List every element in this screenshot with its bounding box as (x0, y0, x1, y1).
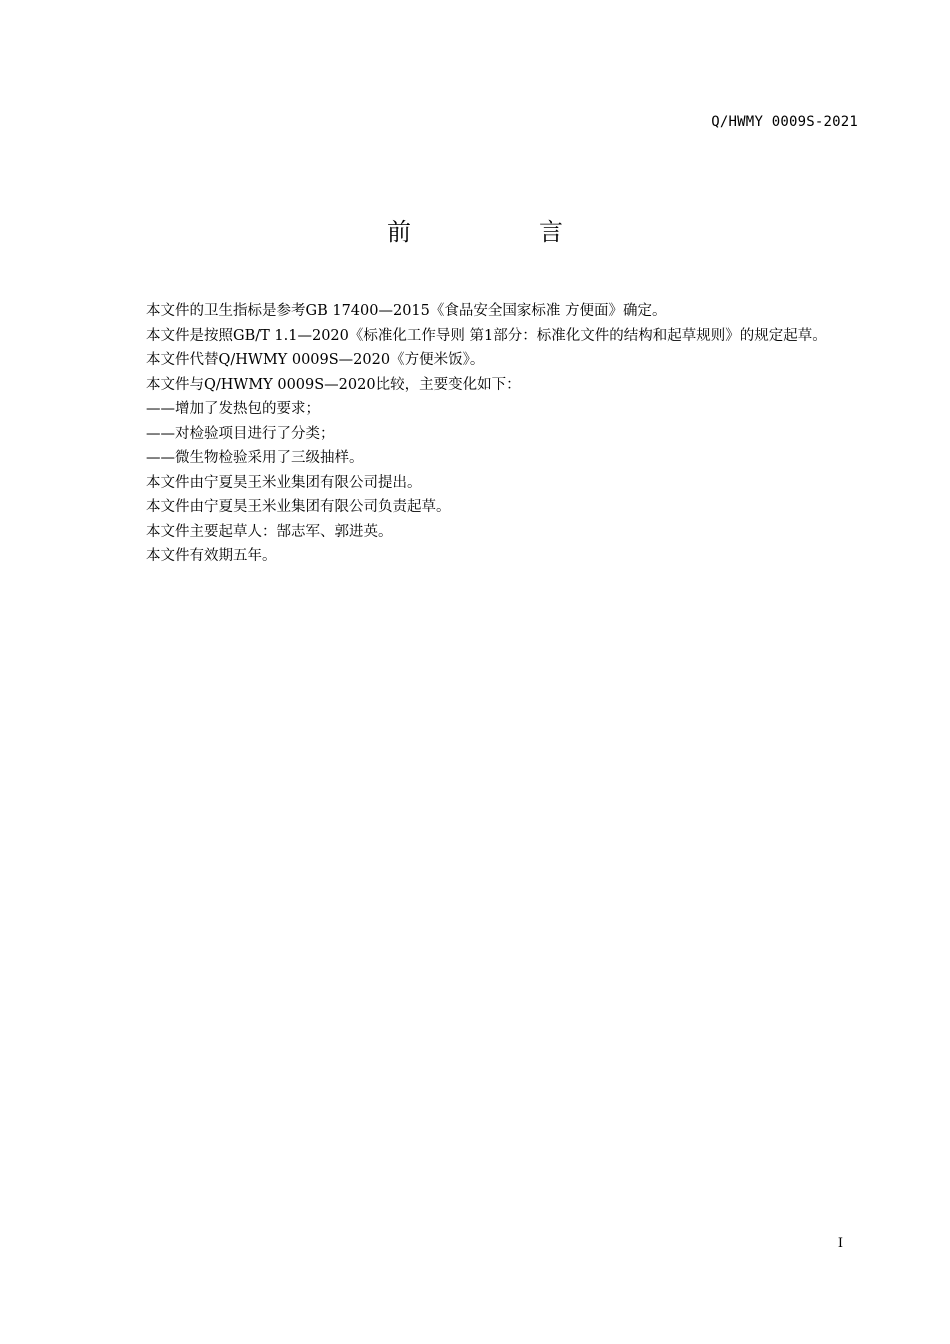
foreword-body (113, 299, 861, 569)
paragraph-drafting-rules: 本文件是按照GB/T 1.1—2020《标准化工作导则 第1部分：标准化文件的结构和起草规则》的规定起草。 (146, 327, 827, 344)
paragraph-drafter-org: 本文件由宁夏昊王米业集团有限公司负责起草。 (146, 499, 451, 515)
paragraph-validity: 本文件有效期五年。 (146, 548, 277, 564)
paragraph-comparison: 本文件与Q/HWMY 0009S—2020比较，主要变化如下： (146, 376, 521, 393)
list-item-change: ——增加了发热包的要求； (146, 401, 320, 417)
document-code: Q/HWMY 0009S-2021 (711, 114, 858, 130)
paragraph-proposer: 本文件由宁夏昊王米业集团有限公司提出。 (146, 474, 422, 491)
paragraph-replaces: 本文件代替Q/HWMY 0009S—2020《方便米饭》。 (146, 352, 485, 368)
page-title: 前 言 (387, 218, 615, 246)
paragraph-hygiene-indicators: 本文件的卫生指标是参考GB 17400—2015《食品安全国家标准 方便面》确定。 (146, 303, 667, 319)
list-item-change: ——微生物检验采用了三级抽样。 (146, 450, 364, 466)
paragraph-main-drafters: 本文件主要起草人：郜志军、郭进英。 (146, 523, 393, 540)
list-item-change: ——对检验项目进行了分类； (146, 425, 335, 442)
page-number: I (837, 1236, 843, 1251)
